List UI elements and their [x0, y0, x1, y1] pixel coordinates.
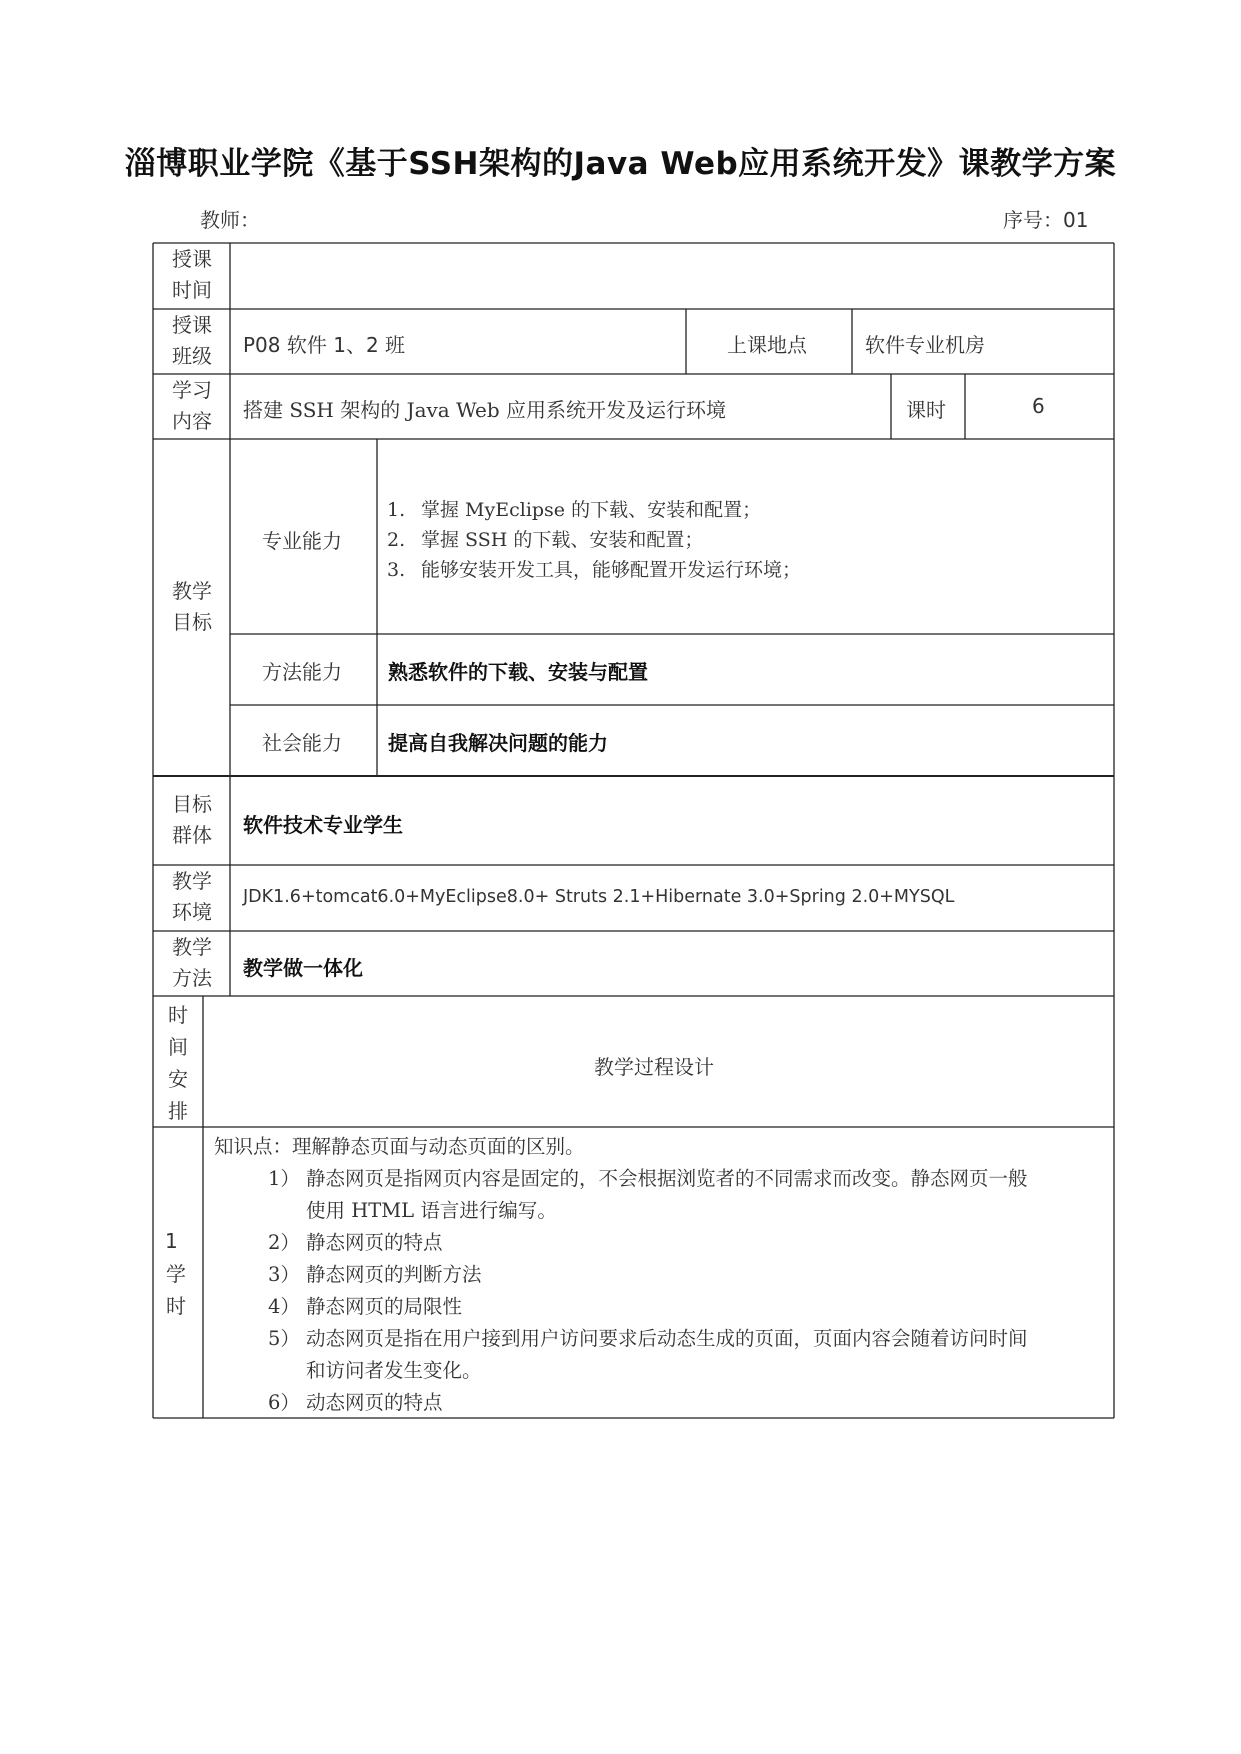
audience-value: 软件技术专业学生 [243, 813, 403, 837]
row-label-content: 学习内容 [172, 378, 212, 433]
row-label-time: 授课时间 [172, 247, 212, 302]
hours-label: 课时 [906, 398, 946, 422]
location-value: 软件专业机房 [865, 333, 985, 357]
period-number: 1 [165, 1229, 178, 1253]
content-value: 搭建 SSH 架构的 Java Web 应用系统开发及运行环境 [243, 398, 727, 422]
lesson-item-line: 静态网页的特点 [306, 1231, 443, 1254]
hours-value: 6 [1032, 394, 1045, 418]
lesson-item-line: 使用 HTML 语言进行编写。 [306, 1199, 557, 1222]
lesson-item-number: 1） [268, 1167, 300, 1190]
location-label: 上课地点 [727, 333, 807, 357]
lesson-item-number: 4） [268, 1295, 300, 1318]
professional-item: 1. 掌握 MyEclipse 的下载、安装和配置； [387, 499, 762, 521]
social-ability-value: 提高自我解决问题的能力 [388, 731, 608, 755]
lesson-item-number: 5） [268, 1327, 300, 1350]
lesson-item-line: 动态网页是指在用户接到用户访问要求后动态生成的页面，页面内容会随着访问时间 [306, 1327, 1028, 1350]
row-label-audience: 目标群体 [172, 792, 212, 847]
seq-label: 序号： [1003, 208, 1063, 232]
environment-value: JDK1.6+tomcat6.0+MyEclipse8.0+ Struts 2.1+Hibernate 3.0+Spring 2.0+MYSQL [243, 887, 955, 907]
lesson-item-line: 动态网页的特点 [306, 1391, 443, 1414]
lesson-item-line: 静态网页的判断方法 [306, 1263, 482, 1286]
lesson-item-line: 和访问者发生变化。 [306, 1359, 482, 1382]
document-title: 淄博职业学院《基于SSH架构的Java Web应用系统开发》课教学方案 [124, 146, 1117, 182]
row-label-schedule: 时间安排 [168, 1003, 188, 1123]
knowledge-point: 知识点：理解静态页面与动态页面的区别。 [214, 1135, 585, 1158]
lesson-item-line: 静态网页的局限性 [306, 1295, 463, 1318]
row-label-goals: 教学目标 [172, 579, 212, 634]
professional-ability-label: 专业能力 [262, 529, 342, 553]
row-label-environment: 教学环境 [172, 869, 212, 924]
lesson-item-number: 2） [268, 1231, 300, 1254]
method-ability-value: 熟悉软件的下载、安装与配置 [388, 660, 648, 684]
social-ability-label: 社会能力 [262, 731, 342, 755]
period-unit: 学时 [166, 1262, 186, 1318]
method-ability-label: 方法能力 [262, 660, 342, 684]
lesson-item-number: 6） [268, 1391, 300, 1414]
method-value: 教学做一体化 [243, 956, 363, 980]
seq-value: 01 [1063, 208, 1089, 232]
professional-item: 2. 掌握 SSH 的下载、安装和配置； [387, 529, 704, 551]
teacher-label: 教师： [200, 208, 260, 232]
row-label-class: 授课班级 [172, 313, 212, 368]
lesson-item-number: 3） [268, 1263, 300, 1286]
row-label-method: 教学方法 [172, 935, 212, 990]
professional-item: 3. 能够安装开发工具，能够配置开发运行环境； [387, 559, 802, 581]
lesson-item-line: 静态网页是指网页内容是固定的，不会根据浏览者的不同需求而改变。静态网页一般 [306, 1167, 1028, 1190]
schedule-value: 教学过程设计 [594, 1055, 714, 1079]
class-value: P08 软件 1、2 班 [243, 333, 406, 357]
